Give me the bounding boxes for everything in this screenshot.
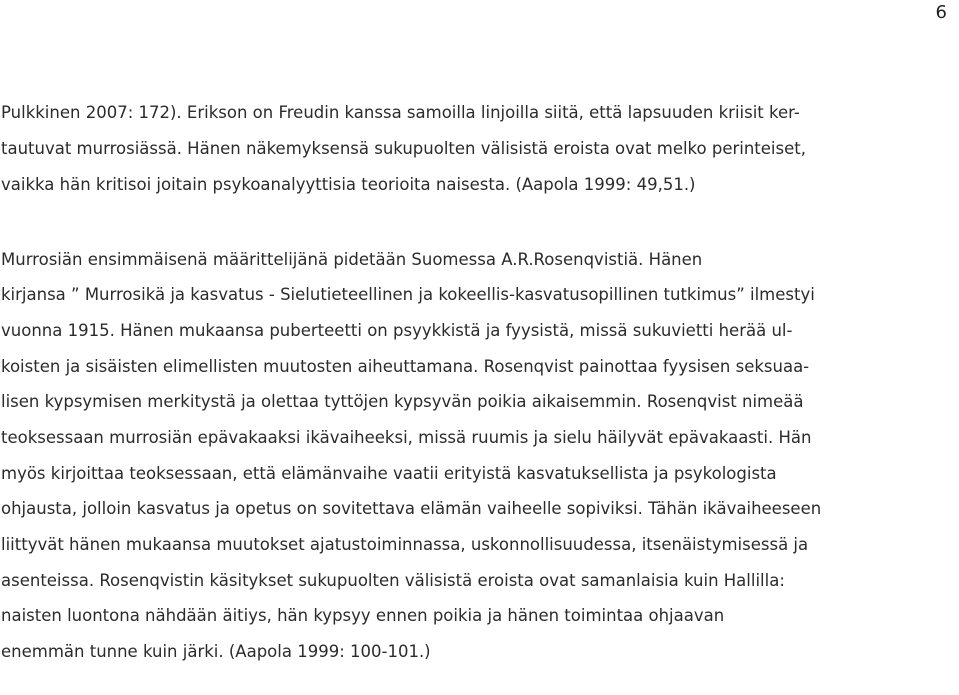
paragraph-2-line-10: asenteissa. Rosenqvistin käsitykset sukupuolten välisistä eroista ovat samanlaisia kuin Hallilla: (1, 571, 785, 590)
paragraph-2-line-7: myös kirjoittaa teoksessaan, että elämänvaihe vaatii erityistä kasvatuksellista ja psykologista (1, 464, 777, 483)
paragraph-2-line-5: lisen kypsymisen merkitystä ja olettaa tyttöjen kypsyvän poikia aikaisemmin. Rosenqvist nimeää (1, 392, 804, 411)
paragraph-2-line-11: naisten luontona nähdään äitiys, hän kypsyy ennen poikia ja hänen toimintaa ohjaavan (1, 606, 725, 625)
paragraph-2-line-6: teoksessaan murrosiän epävakaaksi ikävaiheeksi, missä ruumis ja sielu häilyvät epävakaasti. Hän (1, 428, 812, 447)
paragraph-1-line-2: tautuvat murrosiässä. Hänen näkemyksensä sukupuolten välisistä eroista ovat melko perinteiset, (1, 139, 806, 158)
paragraph-1-line-3: vaikka hän kritisoi joitain psykoanalyyttisia teorioita naisesta. (Aapola 1999: 49,51.) (1, 175, 696, 194)
paragraph-2-line-1: Murrosiän ensimmäisenä määrittelijänä pidetään Suomessa A.R.Rosenqvistiä. Hänen (1, 250, 703, 269)
paragraph-2-line-4: koisten ja sisäisten elimellisten muutosten aiheuttamana. Rosenqvist painottaa fyysisen seksuaa- (1, 357, 810, 376)
paragraph-1-line-1: Pulkkinen 2007: 172). Erikson on Freudin kanssa samoilla linjoilla siitä, että lapsuuden kriisit ker- (1, 103, 800, 122)
paragraph-2-line-12: enemmän tunne kuin järki. (Aapola 1999: 100-101.) (1, 642, 431, 661)
paragraph-2-line-2: kirjansa ” Murrosikä ja kasvatus - Sielutieteellinen ja kokeellis-kasvatusopillinen tutkimus” ilmestyi (1, 285, 815, 304)
paragraph-2-line-8: ohjausta, jolloin kasvatus ja opetus on sovitettava elämän vaiheelle sopiviksi. Tähän ikävaiheeseen (1, 499, 822, 518)
page-number: 6 (935, 2, 947, 23)
paragraph-2-line-3: vuonna 1915. Hänen mukaansa puberteetti on psyykkistä ja fyysistä, missä sukuvietti herää ul- (1, 321, 793, 340)
paragraph-2-line-9: liittyvät hänen mukaansa muutokset ajatustoiminnassa, uskonnollisuudessa, itsenäistymisessä ja (1, 535, 809, 554)
